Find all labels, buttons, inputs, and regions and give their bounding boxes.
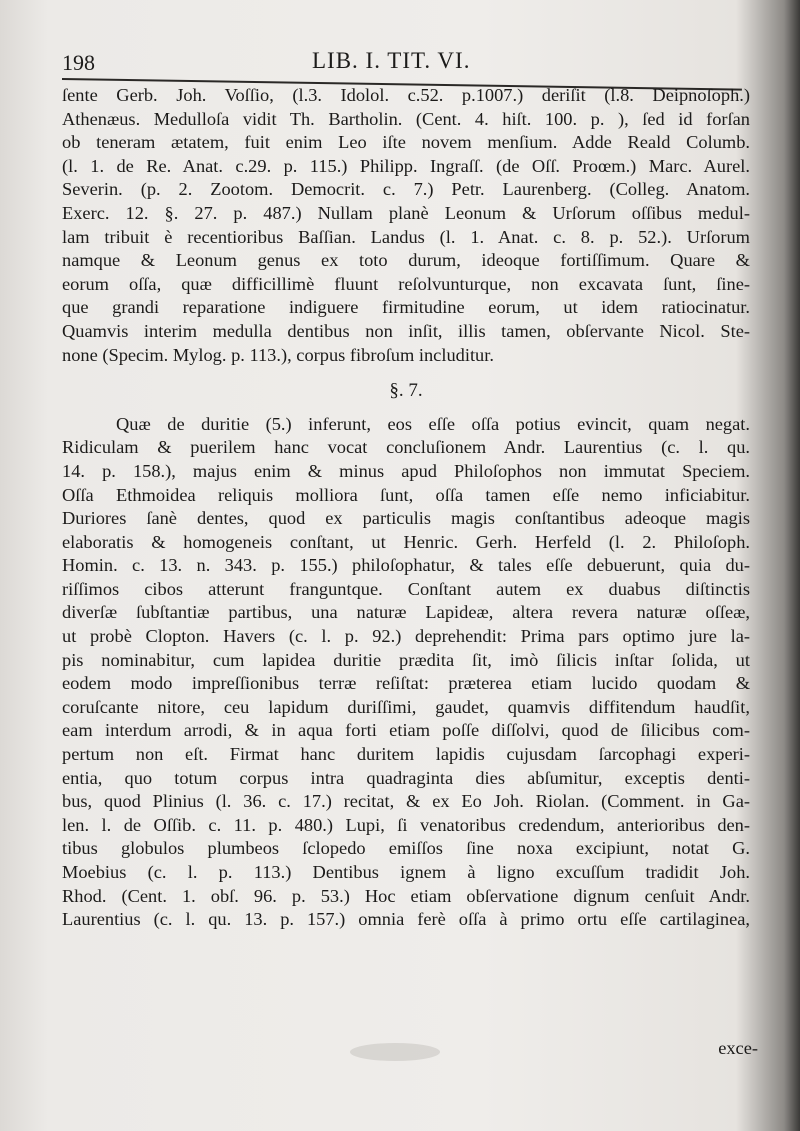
ink-smudge (350, 1043, 440, 1061)
text-line: len. l. de Oſſib. c. 11. p. 480.) Lupi, ſi venatoribus credendum, anterioribus den- (62, 814, 750, 835)
paragraph-2 (62, 413, 750, 932)
text-line: Ridiculam & puerilem hanc vocat concluſionem Andr. Laurentius (c. l. qu. (62, 437, 750, 458)
text-line: Athenæus. Medulloſa vidit Th. Bartholin. (Cent. 4. hiſt. 100. p. ), ſed id forſan (62, 108, 750, 129)
text-line: eorum oſſa, quæ difficillimè fluunt reſolvunturque, non excavata ſunt, ſine- (62, 273, 750, 294)
catchword: exce- (718, 1038, 758, 1058)
text-line: Moebius (c. l. p. 113.) Dentibus ignem à ligno excuſſum tradidit Joh. (62, 862, 750, 882)
text-line: bus, quod Plinius (l. 36. c. 17.) recitat, & ex Eo Joh. Riolan. (Comment. in Ga- (62, 791, 750, 812)
text-line: lam tribuit è recentioribus Baſſian. Landus (l. 1. Anat. c. 8. p. 52.). Urſorum (62, 226, 750, 247)
text-line: Quamvis interim medulla dentibus non inſit, illis tamen, obſervante Nicol. Ste- (62, 320, 750, 341)
text-line: Exerc. 12. §. 27. p. 487.) Nullam planè Leonum & Urſorum oſſibus medul- (62, 202, 750, 223)
text-line: coruſcante nitore, ceu lapidum duriſſimi, gaudet, quamvis diffitendum haudſit, (62, 696, 750, 717)
text-line: elaboratis & homogeneis conſtant, ut Henric. Gerh. Herfeld (l. 2. Philoſoph. (62, 531, 750, 552)
text-line: ſente Gerb. Joh. Voſſio, (l.3. Idolol. c.52. p.1007.) deriſit (l.8. Deipnoſoph.) (62, 85, 750, 105)
paragraph-1 (62, 84, 750, 367)
text-line: Rhod. (Cent. 1. obſ. 96. p. 53.) Hoc etiam obſervatione dignum cenſuit Andr. (62, 885, 750, 906)
text-line: (l. 1. de Re. Anat. c.29. p. 115.) Philipp. Ingraſſ. (de Oſſ. Proœm.) Marc. Aurel. (62, 155, 750, 176)
section-heading: §. 7. (389, 380, 423, 402)
text-line: eam interdum arrodi, & in aqua forti etiam poſſe diſſolvi, quod de ſilicibus com- (62, 720, 750, 741)
text-line: ob teneram ætatem, fuit enim Leo iſte novem menſium. Adde Reald Columb. (62, 132, 750, 153)
text-line: pertum non eſt. Firmat hanc duritem lapidis cujusdam ſarcophagi experi- (62, 744, 750, 765)
page-number: 198 (62, 50, 95, 75)
running-title: LIB. I. TIT. VI. (312, 48, 471, 73)
text-body (62, 84, 750, 932)
text-line: que grandi reparatione indiguere firmitudine eorum, ut idem ratiocinatur. (62, 297, 750, 318)
text-line: eodem modo impreſſionibus terræ reſiſtat: præterea etiam lucido quodam & (62, 673, 750, 694)
text-line: pis nominabitur, cum lapidea duritie prædita ſit, imò ſilicis inſtar ſolida, ut (62, 649, 750, 670)
text-line: none (Specim. Mylog. p. 113.), corpus fibroſum includitur. (62, 344, 494, 365)
text-line: namque & Leonum genus ex toto durum, ideoque fortiſſimum. Quare & (62, 250, 750, 271)
text-line: 14. p. 158.), majus enim & minus apud Philoſophos non immutat Speciem. (62, 460, 750, 481)
text-line: tibus globulos plumbeos ſclopedo emiſſos ſine noxa excipiunt, notat G. (62, 838, 750, 859)
text-line: entia, quo totum corpus intra quadraginta dies abſumitur, exceptis denti- (62, 767, 750, 788)
text-line: Severin. (p. 2. Zootom. Democrit. c. 7.) Petr. Laurenberg. (Colleg. Anatom. (62, 179, 750, 200)
text-line: diverſæ ſubſtantiæ partibus, una naturæ Lapideæ, altera revera naturæ oſſeæ, (62, 602, 750, 623)
text-line: ut probè Clopton. Havers (c. l. p. 92.) deprehendit: Prima pars optimo jure la- (62, 626, 750, 647)
page-header (62, 44, 742, 84)
text-line: Oſſa Ethmoidea reliquis molliora ſunt, oſſa tamen eſſe nemo inficiabitur. (62, 484, 750, 505)
text-line: Laurentius (c. l. qu. 13. p. 157.) omnia ferè oſſa à primo ortu eſſe cartilaginea, (62, 909, 750, 930)
text-line: Duriores ſanè dentes, quod ex particulis magis conſtantibus adeoque magis (62, 508, 750, 529)
text-line: Quæ de duritie (5.) inferunt, eos eſſe oſſa potius evincit, quam negat. (116, 413, 750, 434)
text-line: riſſimos cibos atterunt franguntque. Conſtant autem ex duabus diſtinctis (62, 578, 750, 599)
text-line: Homin. c. 13. n. 343. p. 155.) philoſophatur, & tales eſſe debuerunt, quia du- (62, 555, 750, 576)
